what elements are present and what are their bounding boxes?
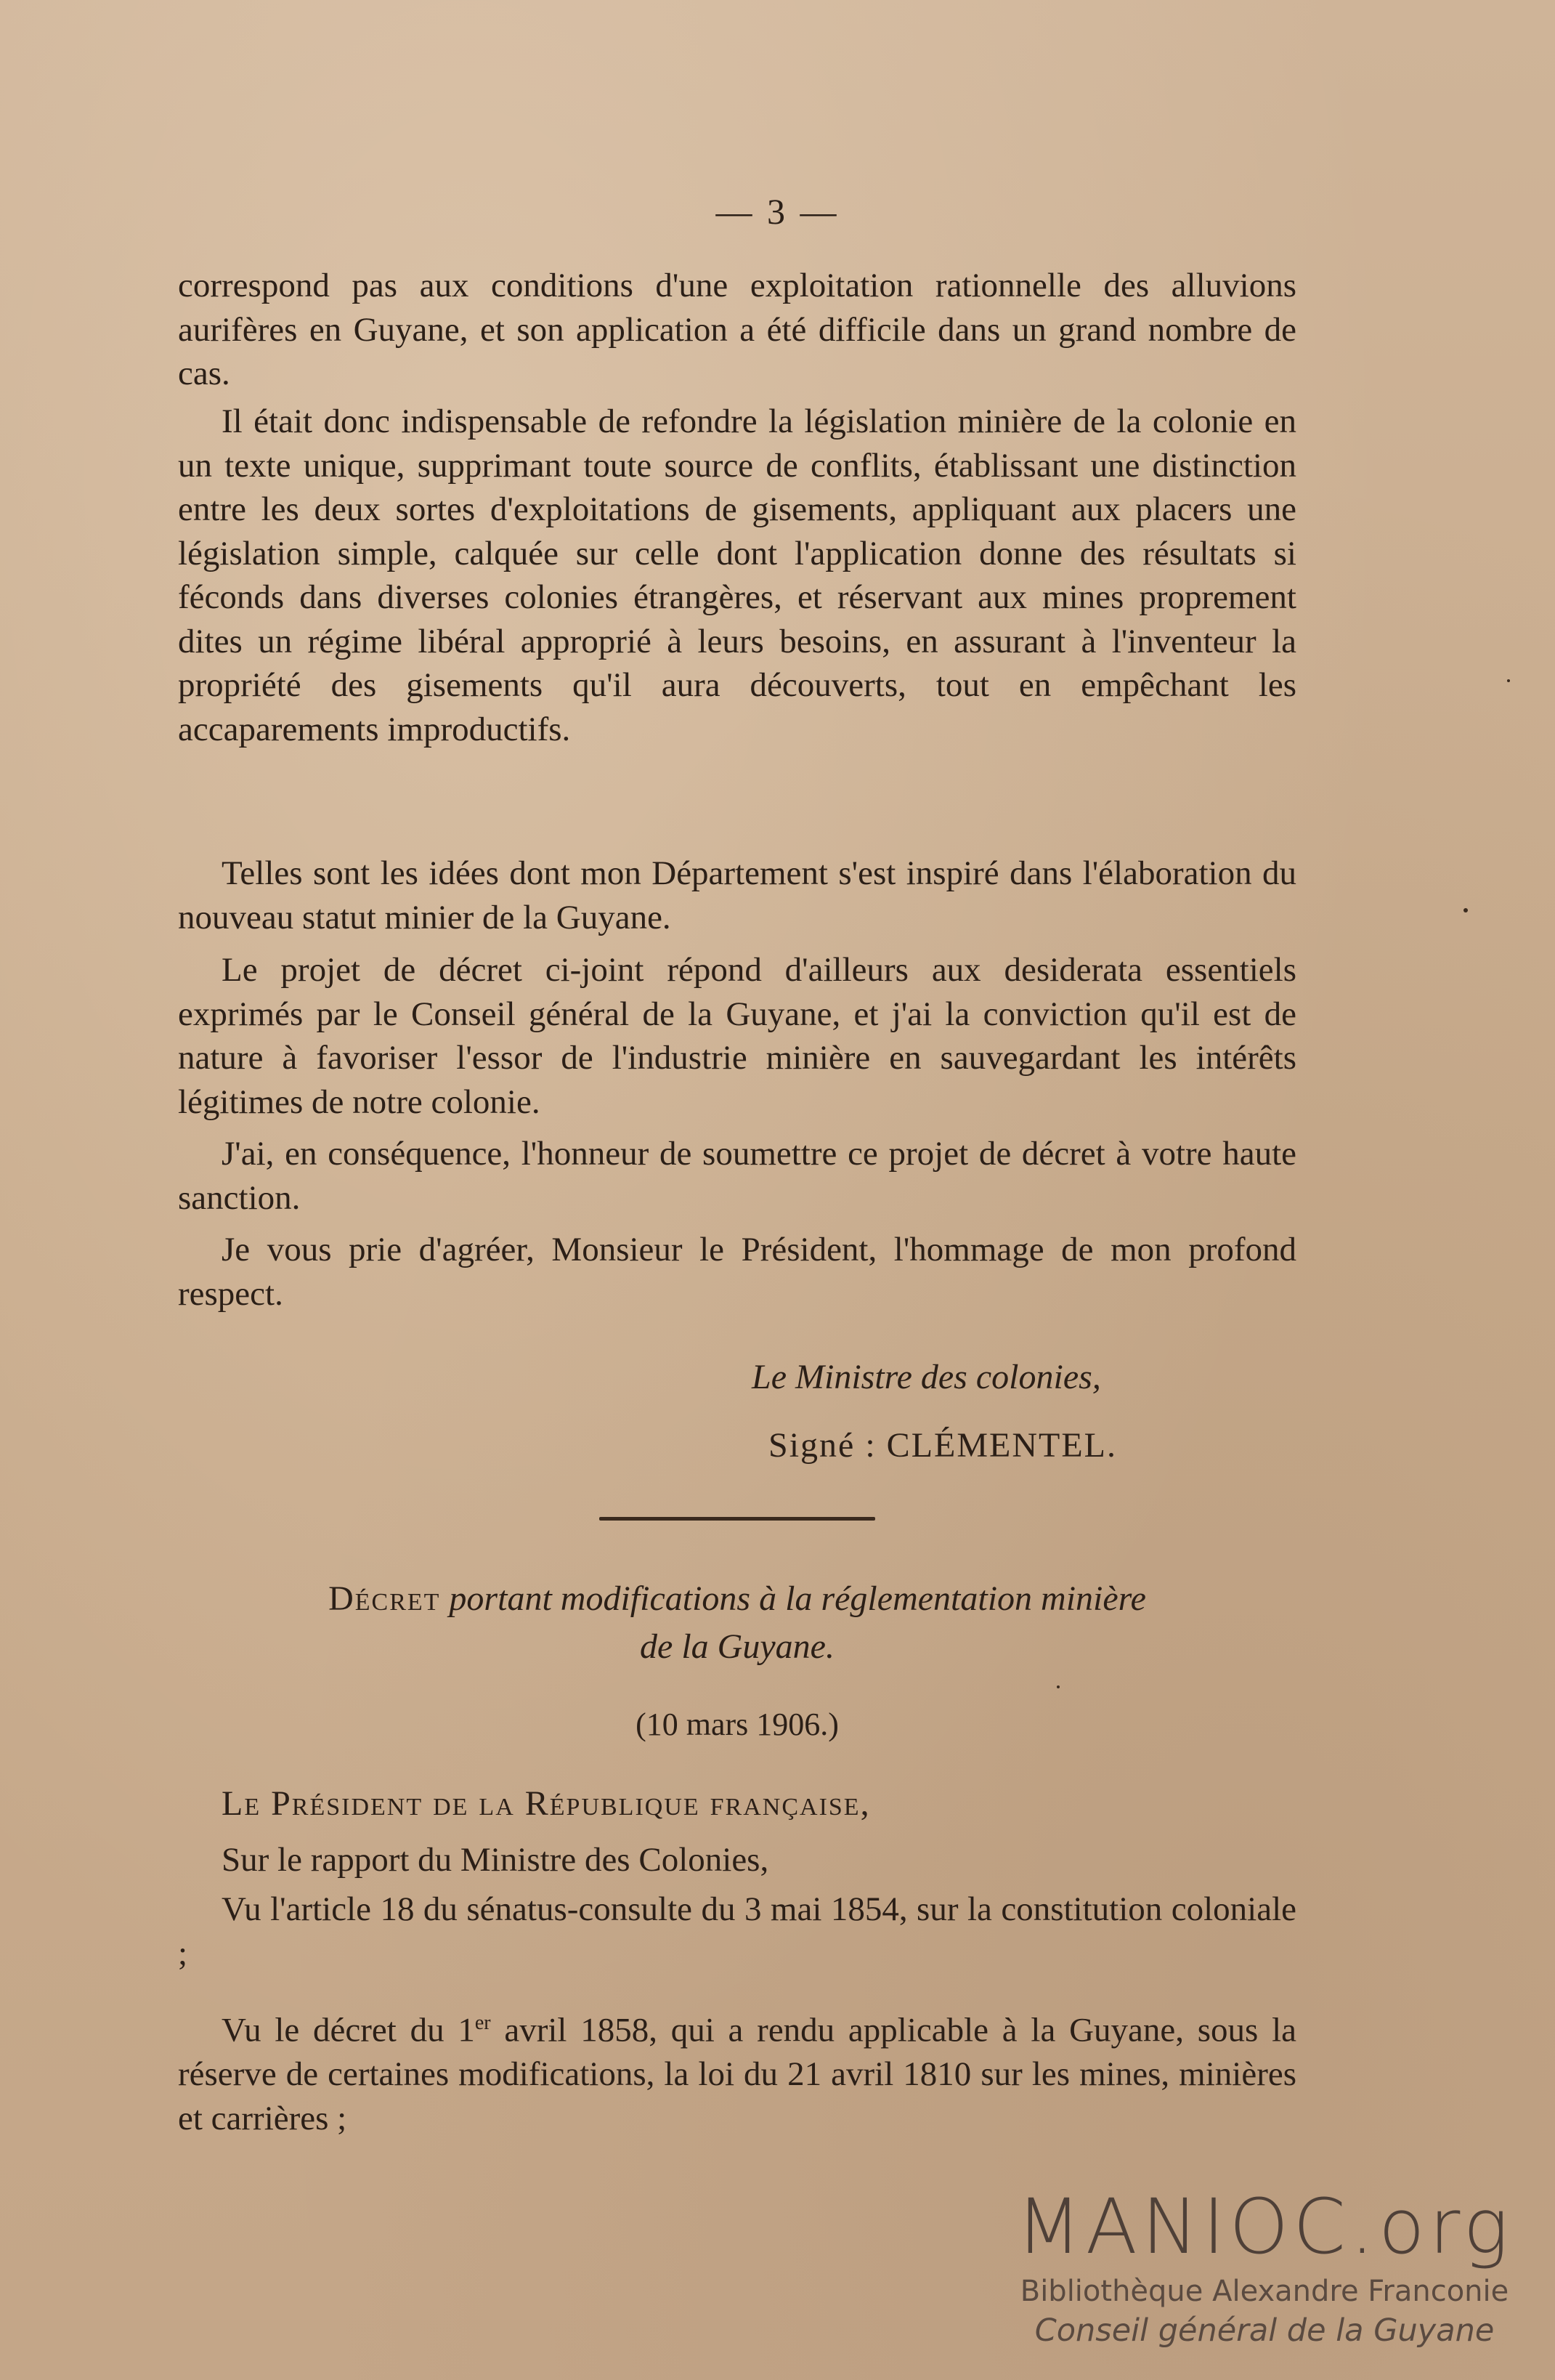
decree-clause-rapport: Sur le rapport du Ministre des Colonies, — [222, 1841, 769, 1879]
paper-speck — [1057, 1685, 1060, 1688]
paragraph-1: correspond pas aux conditions d'une exploitation rationnelle des alluvions aurifères en Guyane, et son application a été difficile dans un grand nombre de cas. — [178, 267, 1296, 392]
paragraph-6: Je vous prie d'agréer, Monsieur le Président, l'hommage de mon profond respect. — [178, 1231, 1296, 1313]
paragraph-5: J'ai, en conséquence, l'honneur de soumettre ce projet de décret à votre haute sanction. — [178, 1135, 1296, 1217]
decree-title-line1: portant modifications à la réglementation minière — [449, 1579, 1146, 1618]
decree-date: (10 mars 1906.) — [636, 1707, 839, 1742]
paragraph-4: Le projet de décret ci-joint répond d'ailleurs aux desiderata essentiels exprimés par le Conseil général de la Guyane, et j'ai la conviction qu'il est de nature à favoriser l'essor de l'industrie minière en sauvegardant les intérêts légitimes de notre colonie. — [178, 951, 1296, 1121]
paper-speck — [1463, 908, 1468, 912]
decree-clause-text-pre: Vu le décret du 1 — [222, 2011, 475, 2049]
signature-name: Signé : CLÉMENTEL. — [768, 1426, 1117, 1465]
signature-title: Le Ministre des colonies, — [752, 1358, 1101, 1396]
paper-speck — [1507, 679, 1510, 682]
ordinal-superscript: er — [474, 2012, 491, 2034]
watermark-council: Conseil général de la Guyane — [1034, 2312, 1495, 2349]
decree-clause-senatus-consulte: Vu l'article 18 du sénatus-consulte du 3 mai 1854, sur la constitution coloniale ; — [178, 1890, 1296, 1972]
decree-title — [178, 1575, 1296, 1671]
paragraph-2: Il était donc indispensable de refondre la législation minière de la colonie en un texte unique, supprimant toute source de conflits, établissant une distinction entre les deux sortes d'exploitations de gisements, appliquant aux placers une législation simple, calquée sur celle dont l'application donne des résultats si féconds dans diverses colonies étrangères, et réservant aux mines proprement dites un régime libéral approprié à leurs besoins, en assurant à l'inventeur la propriété des gisements qu'il aura découverts, tout en empêchant les accaparements improductifs. — [178, 402, 1296, 748]
decree-title-line2: de la Guyane. — [640, 1627, 835, 1666]
section-divider — [599, 1517, 875, 1521]
decree-clause-decret-1858 — [178, 2001, 1296, 2140]
page-number: — 3 — — [715, 191, 840, 232]
manioc-watermark — [1003, 2182, 1526, 2351]
decree-president-heading: Le Président de la République française, — [222, 1784, 871, 1823]
watermark-library: Bibliothèque Alexandre Franconie — [1020, 2275, 1509, 2308]
manioc-logo: MANIOC.org — [1016, 2182, 1513, 2271]
decree-title-lead: Décret — [328, 1579, 441, 1618]
decree-clause-text-post: avril 1858, qui a rendu applicable à la Guyane, sous la réserve de certaines modifications, la loi du 21 avril 1810 sur les mines, minières et carrières ; — [178, 2011, 1296, 2137]
paragraph-3: Telles sont les idées dont mon Département s'est inspiré dans l'élaboration du nouveau statut minier de la Guyane. — [178, 854, 1296, 936]
